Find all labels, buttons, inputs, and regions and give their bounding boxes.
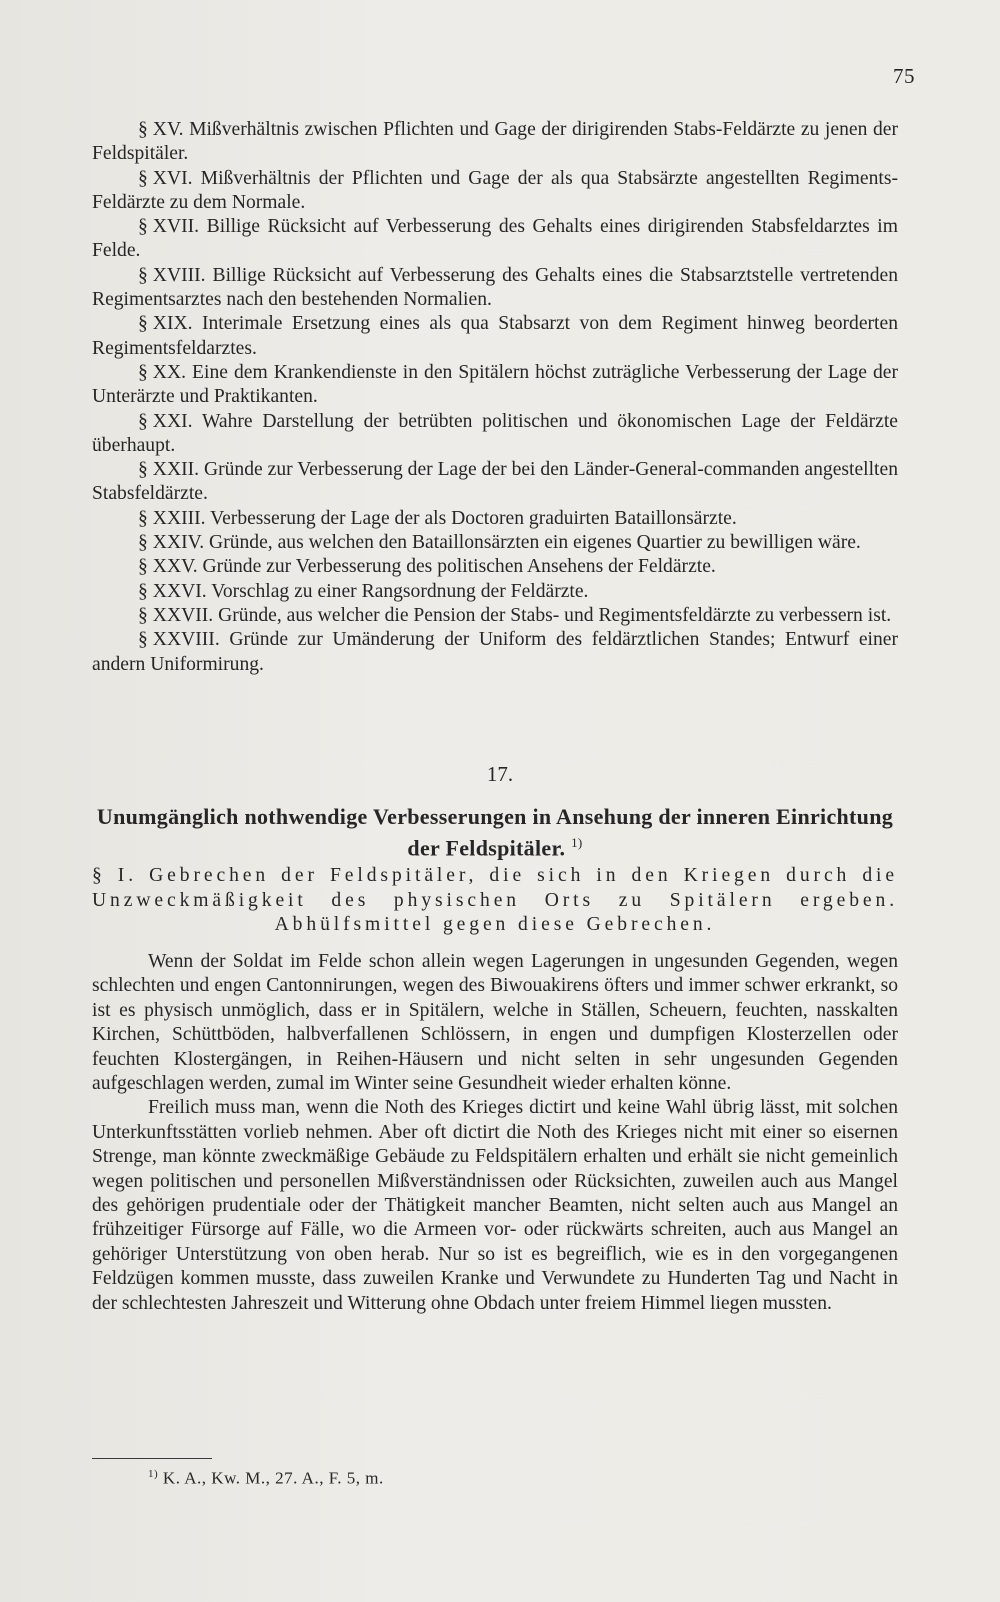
section-entry <box>92 580 898 604</box>
section-entry-text: XV. Mißverhältnis zwischen Pflichten und Gage der dirigirenden Stabs-Feldärzte zu jenen der Feldspitäler. <box>92 119 898 165</box>
section-sign: § <box>138 167 148 189</box>
section-entry <box>92 507 898 531</box>
section-sign: § <box>138 556 148 578</box>
section-entry-text: XVI. Mißverhältnis der Pflichten und Gage der als qua Stabsärzte angestellten Regiments-Feldärzte zu dem Normale. <box>92 167 898 213</box>
footnote-text: K. A., Kw. M., 27. A., F. 5, m. <box>162 1468 384 1488</box>
section-entry <box>92 531 898 555</box>
section-entry-text: XXVI. Vorschlag zu einer Rangsordnung der Feldärzte. <box>152 580 589 602</box>
section-entry <box>92 604 898 628</box>
section-sign: § <box>138 532 148 554</box>
section-entry-text: XVIII. Billige Rücksicht auf Verbesserung des Gehalts eines die Stabsarztstelle vertretenden Regimentsarztes nach den bestehenden Normalien. <box>92 264 898 311</box>
section-entry-text: XX. Eine dem Krankendienste in den Spitälern höchst zuträgliche Verbesserung der Lage der Unterärzte und Praktikanten. <box>92 361 898 408</box>
chapter-title-text: Unumgänglich nothwendige Verbesserungen in Ansehung der inneren Einrichtung der Feldspitäler. <box>96 804 894 861</box>
section-entry-text: XXVII. Gründe, aus welcher die Pension der Stabs- und Regimentsfeldärzte zu verbessern ist. <box>152 604 892 626</box>
section-sign: § <box>138 629 148 651</box>
section-heading: § I. Gebrechen der Feldspitäler, die sich in den Kriegen durch die Unzweckmäßigkeit des physischen Orts zu Spitälern ergeben. Abhülfsmittel gegen diese Gebrechen. <box>92 865 898 935</box>
section-entry <box>92 555 898 579</box>
footnote <box>148 1468 384 1489</box>
section-entry <box>92 312 898 361</box>
section-sign: § <box>138 459 148 481</box>
paragraph: Freilich muss man, wenn die Noth des Krieges dictirt und keine Wahl übrig lässt, mit solchen Unterkunftsstätten vorlieb nehmen. Aber oft dictirt die Noth des Krieges nicht mit einer so eisernen Strenge, man könnte zweckmäßige Gebäude zu Feldspitälern erhalten und erhält sie nicht gemeinlich wegen politischen und personellen Mißverständnissen oder Rücksichten, zuweilen auch aus Mangel des gehörigen prudentiale oder der Thätigkeit mancher Beamten, nicht selten auch aus Mangel an frühzeitiger Fürsorge auf Fälle, wo die Armeen vor- oder rückwärts schreiten, auch aus Mangel an gehöriger Unterstützung von oben herab. Nur so ist es begreiflich, wie es in den vorgegangenen Feldzügen kommen musste, dass zuweilen Kranke und Verwundete zu Hunderten Tag und Nacht in der schlechtesten Jahreszeit und Witterung ohne Obdach unter freiem Himmel liegen mussten. <box>92 1097 898 1314</box>
footnote-marker: 1) <box>148 1468 159 1480</box>
section-sign: § <box>138 604 148 626</box>
section-entry-text: XXV. Gründe zur Verbesserung des politischen Ansehens der Feldärzte. <box>152 556 716 578</box>
chapter-number: 17. <box>486 762 514 786</box>
section-entry <box>92 118 898 167</box>
section-sign: § <box>138 313 148 335</box>
section-entry-text: XXII. Gründe zur Verbesserung der Lage der bei den Länder-General-commanden angestellten Stabsfeldärzte. <box>92 459 898 505</box>
page-number: 75 <box>893 64 915 88</box>
section-entry <box>92 628 898 677</box>
body-text <box>92 950 898 1316</box>
section-sign: § <box>138 361 148 383</box>
section-list <box>92 118 898 677</box>
section-entry-text: XXIV. Gründe, aus welchen den Bataillonsärzten ein eigenes Quartier zu bewilligen wäre. <box>152 532 861 554</box>
section-entry <box>92 361 898 410</box>
section-sign: § <box>138 264 148 286</box>
section-entry-text: XXI. Wahre Darstellung der betrübten politischen und ökonomischen Lage der Feldärzte überhaupt. <box>92 410 898 456</box>
paragraph: Wenn der Soldat im Felde schon allein wegen Lagerungen in ungesunden Gegenden, wegen schlechten und engen Cantonnirungen, wegen des Biwouakirens öfters und immer schwer erkrankt, so ist es physisch unmöglich, dass er in Spitälern, welche in Ställen, Scheuern, feuchten, nasskalten Kirchen, Schüttböden, halbverfallenen Schlössern, in engen und dumpfigen Klosterzellen oder feuchten Klostergängen, in Reihen-Häusern und nicht selten in sehr ungesunden Gegenden aufgeschlagen werden, zumal im Winter seine Gesundheit wieder erhalten könne. <box>92 951 898 1095</box>
section-entry-text: XVII. Billige Rücksicht auf Verbesserung des Gehalts eines dirigirenden Stabsfeldarztes im Felde. <box>92 216 898 262</box>
footnote-divider <box>92 1458 212 1459</box>
section-entry <box>92 410 898 459</box>
section-sign: § <box>138 580 148 602</box>
section-entry <box>92 264 898 313</box>
chapter-title <box>92 804 898 861</box>
section-entry <box>92 215 898 264</box>
section-sign: § <box>138 507 148 529</box>
section-entry-text: XIX. Interimale Ersetzung eines als qua Stabsarzt von dem Regiment hinweg beorderten Regimentsfeldarztes. <box>92 313 898 359</box>
section-entry-text: XXIII. Verbesserung der Lage der als Doctoren graduirten Bataillonsärzte. <box>152 507 737 529</box>
section-entry <box>92 458 898 507</box>
section-entry <box>92 167 898 216</box>
section-sign: § <box>138 216 148 238</box>
section-sign: § <box>138 410 148 432</box>
section-sign: § <box>138 119 148 140</box>
section-entry-text: XXVIII. Gründe zur Umänderung der Uniform des feldärztlichen Standes; Entwurf einer andern Uniformirung. <box>92 629 898 675</box>
footnote-reference: 1) <box>571 835 583 850</box>
